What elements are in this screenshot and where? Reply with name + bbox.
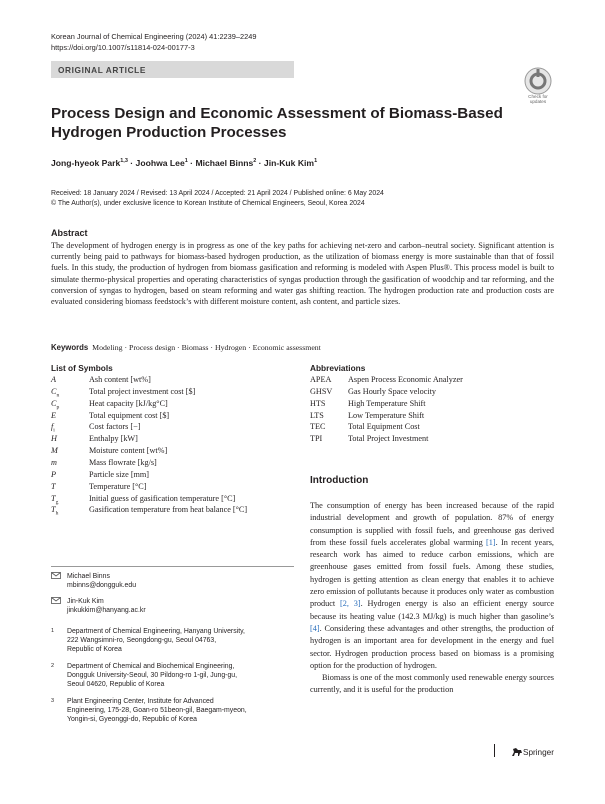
symbol <box>51 387 59 399</box>
author-name[interactable]: Jong-hyeok Park <box>51 158 121 168</box>
abstract-heading: Abstract <box>51 228 88 238</box>
affiliation-line: Yongin-si, Gyeonggi-do, Republic of Korea <box>67 716 197 723</box>
symbol <box>51 399 59 411</box>
publisher-name: Springer <box>523 748 554 757</box>
check-for-updates-label: Check for updates <box>528 94 548 105</box>
paragraph-text: . Considering these advantages and other strengths, the production of hydrogen is an important area for development in the energy and fuel sector. Hydrogen production process based on biomass is a promising option for the production of hydrogen. <box>310 623 554 670</box>
journal-citation: Korean Journal of Chemical Engineering (2024) 41:2239–2249 <box>51 32 257 41</box>
author-affiliation-marker: 1,3 <box>120 158 128 165</box>
springer-horse-icon <box>510 747 524 757</box>
symbol-definition: Enthalpy [kW] <box>89 434 138 444</box>
abbreviation: TEC <box>310 422 326 432</box>
affiliation-number: 1 <box>51 628 55 634</box>
symbol-definition: Cost factors [−] <box>89 422 141 432</box>
symbol <box>51 422 55 434</box>
abbreviation-definition: Total Equipment Cost <box>348 422 420 432</box>
abbreviation-definition: High Temperature Shift <box>348 398 426 408</box>
author-name[interactable]: Jin-Kuk Kim <box>263 158 315 168</box>
symbol-letter: f <box>51 422 54 432</box>
abbreviation-definition: Low Temperature Shift <box>348 410 425 420</box>
symbol <box>51 494 58 506</box>
symbol-definition: Mass flowrate [kg/s] <box>89 457 157 467</box>
symbol-letter: A <box>51 375 57 384</box>
citation-link[interactable]: [4] <box>310 623 320 633</box>
affiliation-line: Republic of Korea <box>67 646 122 653</box>
symbol-letter: T <box>51 505 56 515</box>
affiliation-address <box>67 662 237 689</box>
affiliation-number: 3 <box>51 698 55 704</box>
affiliation-line: 222 Wangsimni-ro, Seongdong-gu, Seoul 04763, <box>67 637 217 644</box>
author-separator: · <box>187 158 196 168</box>
paragraph-text: The consumption of energy has been increased because of the rapid industrial development and growth of population. 87% of energy consumption is supplied with fossil fuels, and greenhouse gas derived from these fossil fuels accelerates global warming <box>310 501 554 547</box>
symbol-letter: T <box>51 481 56 491</box>
affiliation-number: 2 <box>51 663 55 669</box>
contact-name: Jin-Kuk Kim <box>67 598 104 605</box>
paragraph-text: . In recent years, research work has aimed to reduce carbon emissions, which are greenhouse gases emitted from fossil fuels. Among these studies, hydrogen is getting attention as clean energy that enables it to achieve zero emission of pollutants because it produces only water as combustion product <box>310 537 554 609</box>
symbol-definition: Moisture content [wt%] <box>89 446 168 456</box>
copyright-notice: © The Author(s), under exclusive licence to Korean Institute of Chemical Engineers, Seoul, Korea 2024 <box>51 200 365 207</box>
affiliation-line: Engineering, 175-28, Goan-ro 51beon-gil, Baegam-myeon, <box>67 707 247 714</box>
abbreviation-definition: Total Project Investment <box>348 434 429 444</box>
author-list <box>51 158 317 168</box>
symbol-subscript: i <box>53 428 55 435</box>
affiliation-line: Department of Chemical Engineering, Hanyang University, <box>67 628 245 635</box>
author-separator: · <box>127 158 136 168</box>
citation-link[interactable]: [2, 3] <box>340 599 361 609</box>
symbol-subscript: g <box>55 499 59 506</box>
introduction-text <box>310 500 554 697</box>
author-name[interactable]: Joohwa Lee <box>135 158 185 168</box>
abbreviation-definition: Aspen Process Economic Analyzer <box>348 375 463 384</box>
symbol-letter: H <box>51 434 57 444</box>
doi-link[interactable]: https://doi.org/10.1007/s11814-024-00177-3 <box>51 43 195 52</box>
symbol <box>51 470 56 479</box>
introduction-heading: Introduction <box>310 475 369 486</box>
symbol-definition: Particle size [mm] <box>89 469 150 479</box>
symbol-letter: M <box>51 446 58 456</box>
author-separator: · <box>256 158 264 168</box>
affiliation-line: Department of Chemical and Biochemical Engineering, <box>67 663 235 670</box>
keywords-label: Keywords <box>51 343 89 352</box>
symbol-definition: Initial guess of gasification temperature [°C] <box>89 493 236 503</box>
footer-divider <box>494 744 495 757</box>
article-title: Process Design and Economic Assessment of Biomass-Based Hydrogen Production Processes <box>51 105 503 141</box>
symbol-definition: Temperature [°C] <box>89 481 147 491</box>
affiliation-line: Dongguk University-Seoul, 30 Pildong-ro 1-gil, Jung-gu, <box>67 672 238 679</box>
symbol-subscript: p <box>56 404 60 411</box>
symbol-subscript: n <box>56 392 60 399</box>
author-affiliation-marker: 1 <box>184 158 188 165</box>
abbreviation: GHSV <box>310 386 333 396</box>
keywords-list: Modeling · Process design · Biomass · Hydrogen · Economic assessment <box>92 343 321 352</box>
symbol-definition: Ash content [wt%] <box>89 375 151 384</box>
symbol <box>51 482 56 491</box>
contact-details <box>67 572 136 590</box>
symbol-letter: m <box>51 457 57 467</box>
abbreviation: LTS <box>310 410 324 420</box>
contact-name: Michael Binns <box>67 573 110 580</box>
affiliation-address <box>67 627 245 654</box>
abbreviations-heading: Abbreviations <box>310 363 366 373</box>
check-for-updates-icon[interactable] <box>523 66 553 96</box>
citation-link[interactable]: [1] <box>485 537 496 547</box>
abstract-body: The development of hydrogen energy is in progress as one of the key paths for achieving net-zero and carbon–neutral society. Significant attention is currently being paid to pathways for biomass-based hydrogen production, as the utilization of biomass energy is more sustainable than that of fossil fuels. In this study, the production of hydrogen from biomass gasification and reforming is modeled with Aspen Plus®. This process model is built to simulate thermo-physical properties and operating characteristics of syngas production through the gasification of woodchip and tar reforming, and the conversion of syngas to hydrogen, based on steam reforming and water gas shifting reaction. The hydrogen production rate and production costs are evaluated considering biomass feedstock’s with different moisture content, ash content, and particle sizes. <box>51 241 554 307</box>
symbol-subscript: h <box>55 510 59 517</box>
symbol-definition: Total project investment cost [$] <box>89 386 196 396</box>
envelope-icon <box>51 572 61 579</box>
symbol-letter: P <box>51 469 57 479</box>
symbol <box>51 411 56 420</box>
symbol-letter: E <box>51 410 57 420</box>
contact-email[interactable]: mbinns@dongguk.edu <box>67 582 137 589</box>
keywords <box>51 343 321 352</box>
symbol <box>51 375 56 384</box>
author-affiliation-marker: 2 <box>253 158 257 165</box>
abbreviation: HTS <box>310 398 326 408</box>
symbol <box>51 434 57 443</box>
envelope-icon <box>51 597 61 604</box>
symbol <box>51 458 57 467</box>
footnote-divider <box>51 566 294 567</box>
author-name[interactable]: Michael Binns <box>195 158 254 168</box>
introduction-paragraph <box>310 500 554 672</box>
author-affiliation-marker: 1 <box>314 158 318 165</box>
affiliation-line: Plant Engineering Center, Institute for Advanced <box>67 698 214 705</box>
abbreviation-definition: Gas Hourly Space velocity <box>348 386 436 396</box>
abbreviation: APEA <box>310 375 332 384</box>
symbol-definition: Heat capacity [kJ/kg°C] <box>89 398 168 408</box>
paragraph-text: . Hydrogen energy is also an efficient energy source because its heating value (142.3 MJ/kg) is much higher than gasoline’s <box>310 599 555 621</box>
publication-dates: Received: 18 January 2024 / Revised: 13 April 2024 / Accepted: 21 April 2024 / Published online: 6 May 2024 <box>51 190 384 197</box>
contact-email[interactable]: jinkukkim@hanyang.ac.kr <box>67 607 146 614</box>
abbreviation: TPI <box>310 434 323 444</box>
affiliation-line: Seoul 04620, Republic of Korea <box>67 681 165 688</box>
affiliation-address <box>67 697 247 724</box>
symbol <box>51 446 58 455</box>
introduction-paragraph: Biomass is one of the most commonly used renewable energy sources currently, and it is useful for the production <box>310 673 554 695</box>
symbol-definition: Total equipment cost [$] <box>89 410 170 420</box>
symbol-definition: Gasification temperature from heat balance [°C] <box>89 505 248 515</box>
article-type-label: ORIGINAL ARTICLE <box>58 64 146 75</box>
symbol-letter: C <box>51 386 57 396</box>
symbol-letter: T <box>51 493 56 503</box>
symbols-heading: List of Symbols <box>51 363 113 373</box>
symbol-letter: C <box>51 398 57 408</box>
contact-details <box>67 597 146 615</box>
symbol <box>51 505 58 517</box>
